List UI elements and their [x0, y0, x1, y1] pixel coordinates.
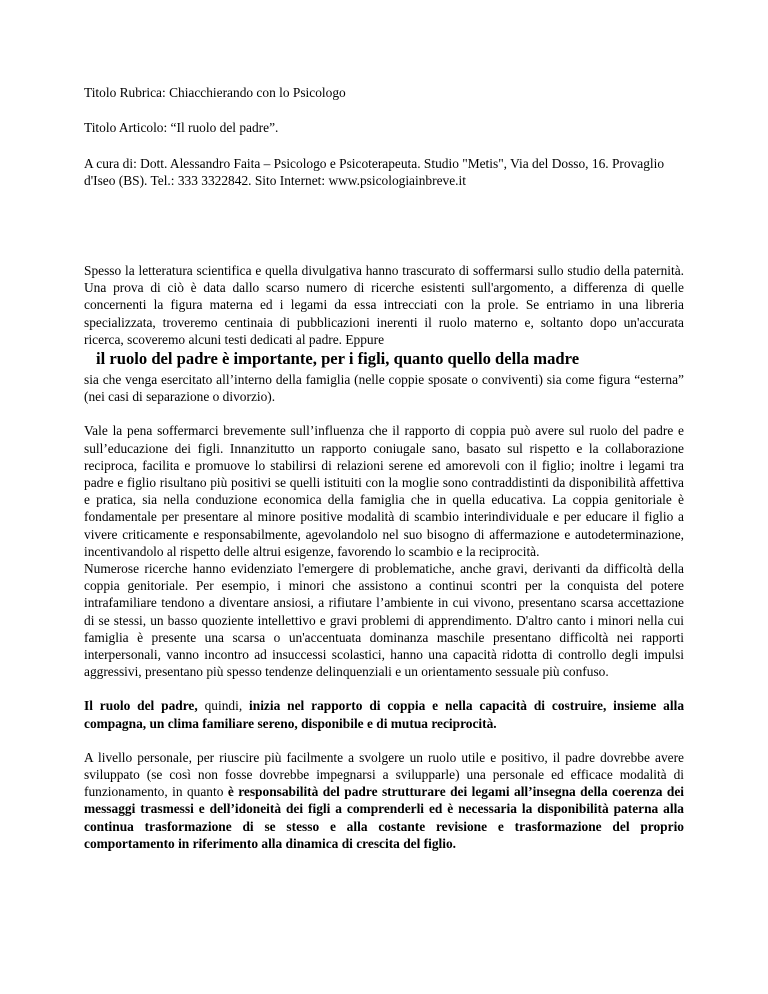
- paragraph-father-role: [84, 697, 684, 731]
- highlight-statement: il ruolo del padre è importante, per i figli, quanto quello della madre: [96, 349, 580, 369]
- paragraph-couple-influence: Vale la pena soffermarci brevemente sull’influenza che il rapporto di coppia può avere sul ruolo del padre e sull’educazione dei figli. Innanzitutto un rapporto coniugale sano, basato sul rispetto e la collaborazione reciproca, facilita e promuove lo stabilirsi di relazioni serene ed amorevoli con il figlio; inoltre i legami tra padre e figlio risultano più positivi se quelli istituiti con la moglie sono contraddistinti da disponibilità affettiva e pratica, sia nella conduzione economica della famiglia che in quella educativa. La coppia genitoriale è fondamentale per presentare al minore positive modalità di scambio interindividuale e per educare il figlio a vivere criticamente e responsabilmente, agevolandolo nel suo bisogno di affermazione e autodeterminazione, incentivandolo al rispetto delle altrui esigenze, favorendo lo scambio e la reciprocità.: [84, 423, 684, 559]
- column-title: Titolo Rubrica: Chiacchierando con lo Psicologo: [84, 85, 346, 100]
- bold-phrase: inizia nel rapporto di coppia e nella capacità di costruire, insieme alla compagna, un clima familiare sereno, disponibile e di mutua reciprocità.: [84, 698, 685, 731]
- bold-phrase: Il ruolo del padre,: [84, 698, 198, 714]
- paragraph-research: Numerose ricerche hanno evidenziato l'emergere di problematiche, anche gravi, derivanti da difficoltà della coppia genitoriale. Per esempio, i minori che assistono a continui scontri per la conquista del potere intrafamiliare tendono a diventare ansiosi, a rifiutare l’ambiente in cui vivono, presentano scarsa accettazione di se stessi, un basso quoziente intellettivo e gravi problemi di apprendimento. D'altro canto i minori nella cui famiglia è presente una scarsa o un'accentuata dominanza maschile presentano difficoltà nei rapporti interpersonali, vanno incontro ad insuccessi scolastici, hanno una capacità ridotta di controllo degli impulsi aggressivi, presentano più spesso tendenze delinquenziali e un orientamento sessuale più confuso.: [84, 561, 684, 680]
- plain-phrase: quindi,: [197, 698, 250, 714]
- article-title: Titolo Articolo: “Il ruolo del padre”.: [84, 120, 279, 135]
- intro-paragraph: Spesso la letteratura scientifica e quella divulgativa hanno trascurato di soffermarsi sullo studio della paternità. Una prova di ciò è data dallo scarso numero di ricerche esistenti sull'argomento, a differenza di quelle concernenti la figura materna ed i legami da essa intrecciati con la prole. Se entriamo in una libreria specializzata, troveremo centinaia di pubblicazioni inerenti il ruolo materno e, soltanto dopo un'accurata ricerca, scoveremo alcuni testi dedicati al padre. Eppure: [84, 263, 684, 347]
- author-credit: A cura di: Dott. Alessandro Faita – Psicologo e Psicoterapeuta. Studio "Metis", Via del Dosso, 16. Provaglio d'Iseo (BS). Tel.: 333 3322842. Sito Internet: www.psicologiainbreve.it: [84, 156, 665, 188]
- article-body: [84, 262, 684, 852]
- bold-phrase: è responsabilità del padre strutturare dei legami all’insegna della coerenza dei messaggi trasmessi e dell’idoneità dei figli a comprenderli ed è necessaria la disponibilità paterna alla continua trasformazione di se stesso e alla costante revisione e trasformazione del proprio comportamento in riferimento alla dinamica di crescita del figlio.: [84, 784, 684, 851]
- document-page: [84, 0, 684, 994]
- plain-phrase: A livello personale, per riuscire più facilmente a svolgere un ruolo utile e positivo, il padre dovrebbe avere sviluppato (se così non fosse dovrebbe impegnarsi a svilupparle) una personale ed efficace modalità di funzionamento, in quanto: [84, 749, 684, 800]
- paragraph-personal-level: [84, 749, 684, 852]
- highlight-continuation: sia che venga esercitato all’interno della famiglia (nelle coppie sposate o conviventi) sia come figura “esterna” (nei casi di separazione o divorzio).: [84, 372, 684, 405]
